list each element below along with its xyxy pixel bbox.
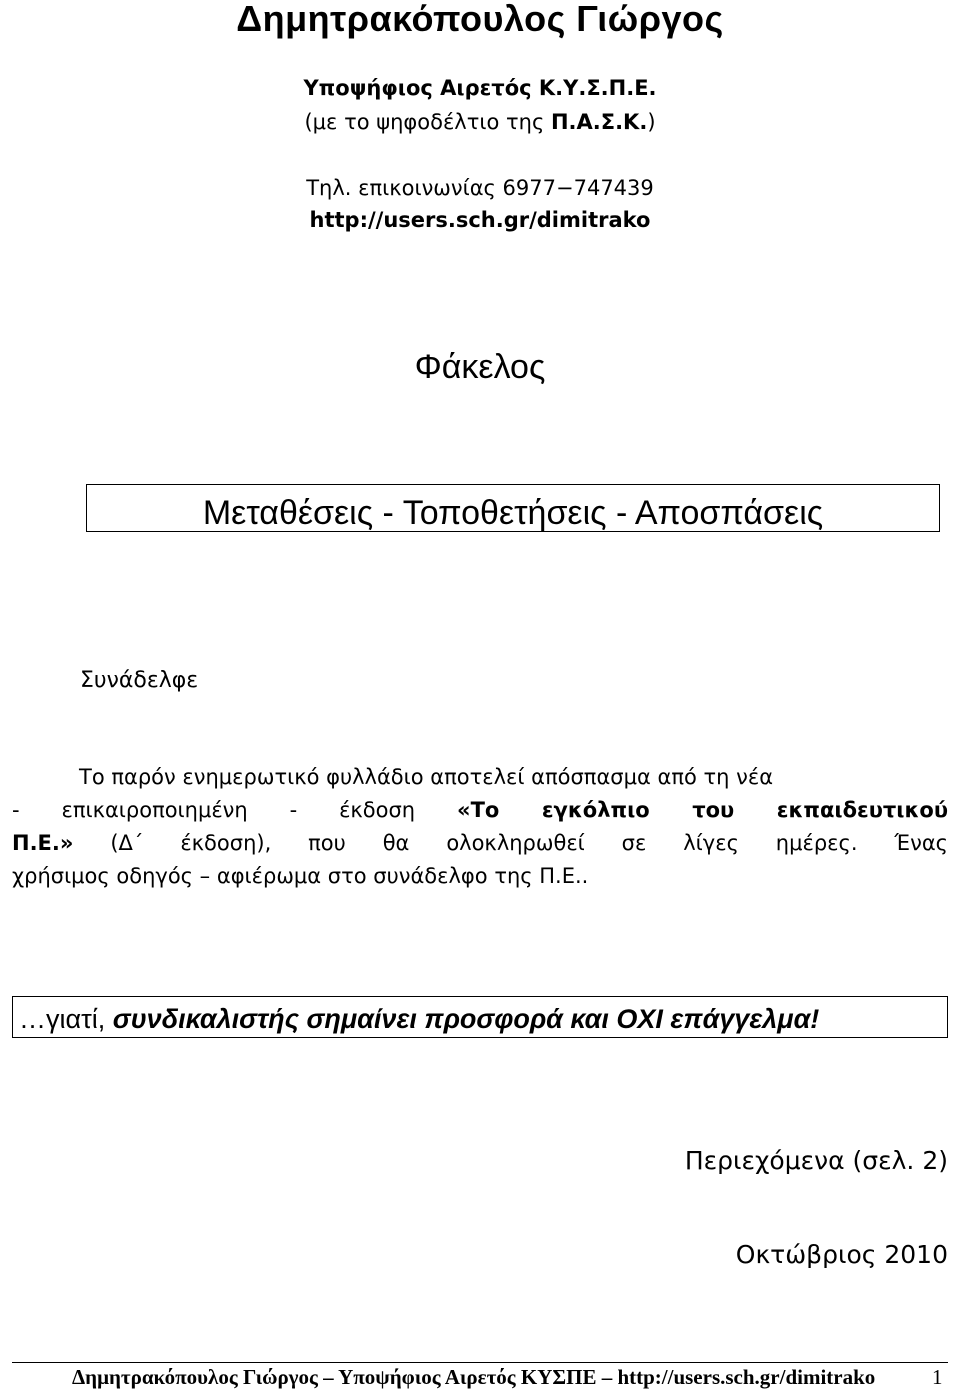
slogan-prefix: …γιατί, <box>19 1004 113 1034</box>
intro-line-1: Το παρόν ενημερωτικό φυλλάδιο αποτελεί απόσπασμα από τη νέα <box>79 765 774 789</box>
intro-paragraph <box>12 761 948 893</box>
ballot-party: Π.Α.Σ.Κ. <box>550 110 648 134</box>
folder-title-box <box>86 484 940 532</box>
slogan-box <box>12 996 948 1038</box>
website-link[interactable]: http://users.sch.gr/dimitrako <box>309 208 651 232</box>
candidate-line: Υποψήφιος Αιρετός Κ.Υ.Σ.Π.Ε. <box>303 76 657 100</box>
ballot-line <box>0 110 960 134</box>
folder-label: Φάκελος <box>414 348 546 386</box>
intro-line-3-plain: (Δ΄ έκδοση), που θα ολοκληρωθεί σε λίγες ημέρες. Ένας <box>73 831 948 855</box>
footer-text: Δημητρακόπουλος Γιώργος – Υποψήφιος Αιρετός ΚΥΣΠΕ – http://users.sch.gr/dimitrako <box>72 1365 876 1389</box>
date: Οκτώβριος 2010 <box>735 1240 948 1269</box>
greeting: Συνάδελφε <box>80 668 199 693</box>
slogan-emphasis: συνδικαλιστής σημαίνει προσφορά και ΟΧΙ επάγγελμα! <box>112 1004 820 1034</box>
page-number: 1 <box>932 1365 943 1389</box>
footer-divider <box>12 1362 948 1363</box>
ballot-prefix: (με το ψηφοδέλτιο της <box>304 110 551 134</box>
author-name: Δημητρακόπουλος Γιώργος <box>236 0 724 39</box>
intro-line-2 <box>12 794 948 827</box>
ballot-suffix: ) <box>647 110 656 134</box>
intro-line-2-bold: «Το εγκόλπιο του εκπαιδευτικού <box>457 798 948 822</box>
intro-line-2-plain: - επικαιροποιημένη - έκδοση <box>12 798 458 822</box>
contents-link[interactable]: Περιεχόμενα (σελ. 2) <box>684 1146 948 1175</box>
intro-line-4: χρήσιμος οδηγός – αφιέρωμα στο συνάδελφο της Π.Ε.. <box>12 864 589 888</box>
phone-line: Τηλ. επικοινωνίας 6977−747439 <box>306 176 654 200</box>
intro-line-3 <box>12 827 948 860</box>
intro-line-3-bold: Π.Ε.» <box>12 831 74 855</box>
folder-title: Μεταθέσεις - Τοποθετήσεις - Αποσπάσεις <box>202 494 824 532</box>
